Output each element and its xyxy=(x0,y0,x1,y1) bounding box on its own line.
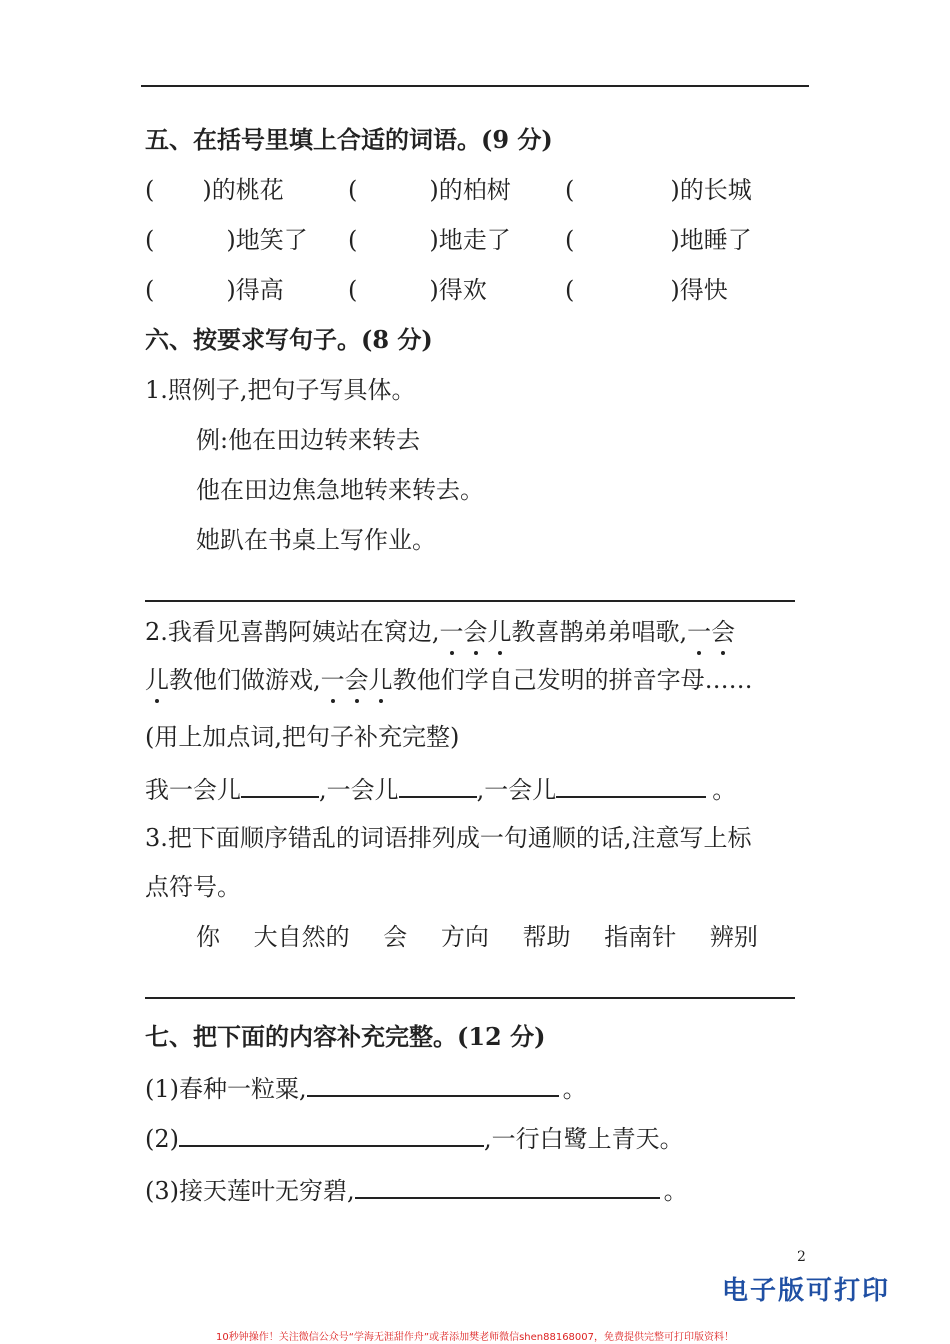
s5-r3-c1: ( )得高 xyxy=(145,276,284,304)
q2-line2-b: 教他们做游戏, xyxy=(169,666,321,694)
q2-line1-c: 教喜鹊弟弟唱歌, xyxy=(511,618,688,646)
q2-fill-c: ,一会儿 xyxy=(476,776,557,804)
q2-dotted-word-2: 一会 xyxy=(687,618,736,646)
s7-item-3 xyxy=(145,1175,688,1206)
s5-r1-c1: ( )的桃花 xyxy=(145,176,284,204)
q2-line1 xyxy=(145,617,735,647)
q3-word: 辨别 xyxy=(709,923,758,951)
q2-dotted-word-2b: 儿 xyxy=(145,666,169,694)
q1-answer-line[interactable] xyxy=(145,600,795,602)
q1-example-answer: 他在田边焦急地转来转去。 xyxy=(196,476,484,504)
q3-word: 你 xyxy=(196,923,220,951)
q3-prompt-line2: 点符号。 xyxy=(145,873,241,901)
q3-word: 会 xyxy=(383,923,408,951)
q3-word: 指南针 xyxy=(604,923,677,951)
s7-item-2-post: ,一行白鹭上青天。 xyxy=(484,1125,684,1153)
q1-prompt: 1.照例子,把句子写具体。 xyxy=(145,376,416,404)
footer-notice: 10秒钟操作！关注微信公众号“学海无涯甜作舟”或者添加樊老师微信shen88168007，免费提供完整可打印版资料！ xyxy=(215,1332,735,1343)
q2-line1-a: 2.我看见喜鹊阿姨站在窝边, xyxy=(145,618,440,646)
q2-blank-1[interactable] xyxy=(241,774,319,798)
q2-fill-end: 。 xyxy=(712,776,737,804)
s5-r3-c3: ( )得快 xyxy=(565,276,728,304)
q3-word: 大自然的 xyxy=(253,923,350,951)
q2-instruction: (用上加点词,把句子补充完整) xyxy=(145,723,460,751)
q2-line2 xyxy=(145,665,753,695)
q2-line2-d: 教他们学自己发明的拼音字母…… xyxy=(392,666,753,694)
q3-word: 帮助 xyxy=(522,923,571,951)
q3-prompt-line1: 3.把下面顺序错乱的词语排列成一句通顺的话,注意写上标 xyxy=(145,824,752,852)
q2-blank-3[interactable] xyxy=(556,774,706,798)
s7-blank-2[interactable] xyxy=(179,1123,484,1147)
q3-answer-line[interactable] xyxy=(145,997,795,999)
q3-word: 方向 xyxy=(440,923,489,951)
s7-item-1 xyxy=(145,1073,587,1104)
s5-r2-c1: ( )地笑了 xyxy=(145,226,308,254)
s7-item-2 xyxy=(145,1123,684,1154)
q1-example: 例:他在田边转来转去 xyxy=(196,426,421,454)
s7-item-1-post: 。 xyxy=(562,1075,587,1103)
s7-item-3-post: 。 xyxy=(663,1177,688,1205)
s5-r1-c2: ( )的柏树 xyxy=(348,176,511,204)
page-number: 2 xyxy=(797,1249,806,1265)
q1-sentence: 她趴在书桌上写作业。 xyxy=(196,526,436,554)
q2-fill-b: ,一会儿 xyxy=(319,776,399,804)
s7-item-3-pre: (3)接天莲叶无穷碧, xyxy=(145,1177,355,1205)
q2-blank-2[interactable] xyxy=(399,774,477,798)
q2-dotted-word-3: 一会儿 xyxy=(320,666,393,694)
s7-blank-1[interactable] xyxy=(307,1073,559,1097)
s7-item-2-pre: (2) xyxy=(145,1125,179,1153)
section5-title: 五、在括号里填上合适的词语。(9 分) xyxy=(145,125,553,154)
q2-fill-a: 我一会儿 xyxy=(145,776,241,804)
q2-fill xyxy=(145,774,736,805)
s7-blank-3[interactable] xyxy=(355,1175,660,1199)
q2-dotted-word-1: 一会儿 xyxy=(439,618,512,646)
q3-word-list xyxy=(196,922,784,952)
s5-r1-c3: ( )的长城 xyxy=(565,176,752,204)
s5-r2-c2: ( )地走了 xyxy=(348,226,511,254)
section7-title: 七、把下面的内容补充完整。(12 分) xyxy=(145,1022,546,1051)
s7-item-1-pre: (1)春种一粒粟, xyxy=(145,1075,307,1103)
s5-r3-c2: ( )得欢 xyxy=(348,276,487,304)
brand-label: 电子版可打印 xyxy=(722,1276,891,1306)
section6-title: 六、按要求写句子。(8 分) xyxy=(145,325,433,354)
s5-r2-c3: ( )地睡了 xyxy=(565,226,752,254)
top-rule xyxy=(141,85,809,87)
